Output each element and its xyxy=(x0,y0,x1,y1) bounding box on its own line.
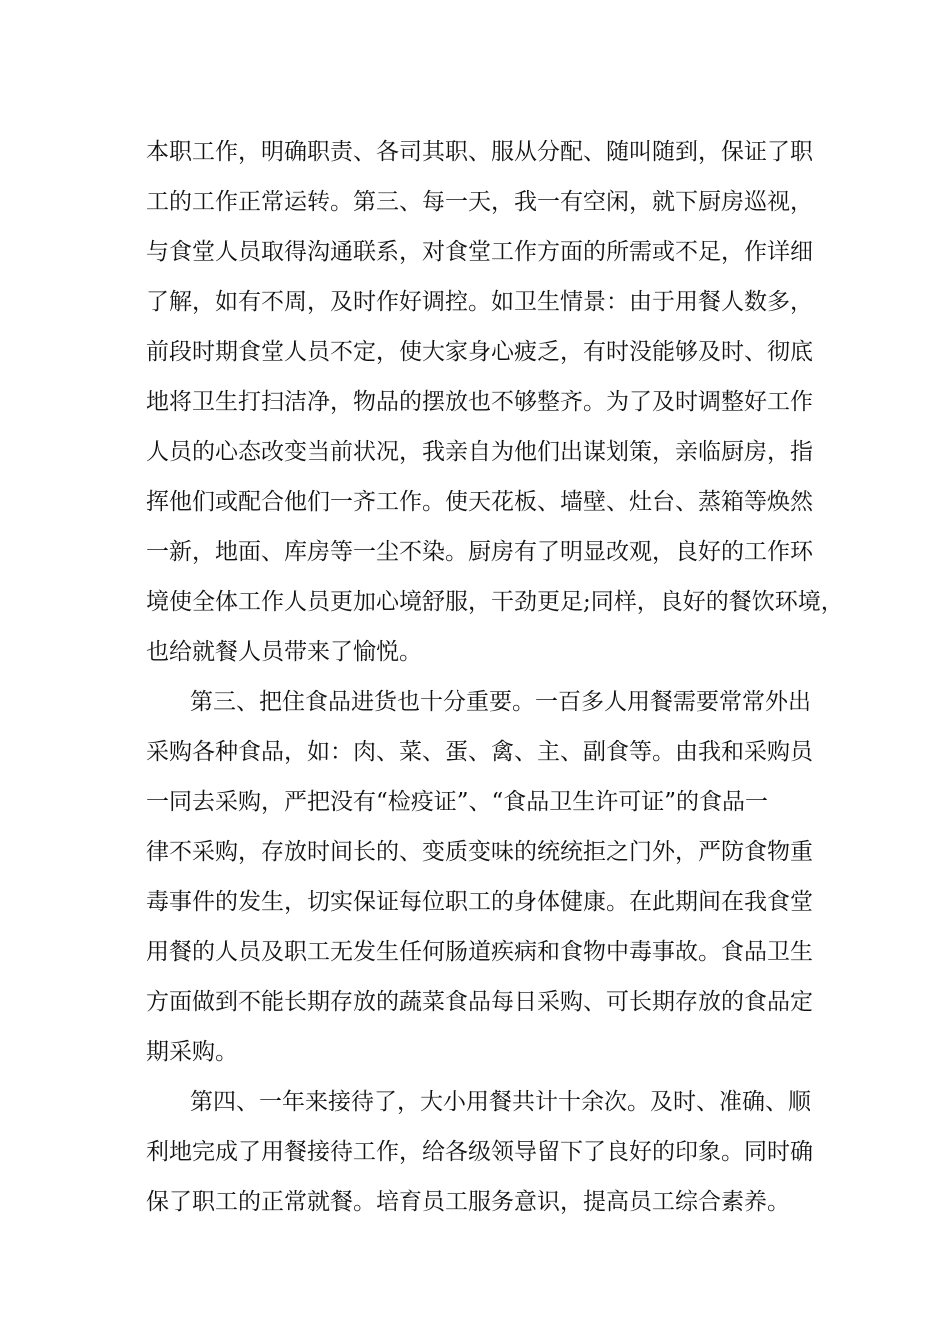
text-line: 前段时期食堂人员不定，使大家身心疲乏，有时没能够及时、彻底 xyxy=(146,339,813,365)
text-line: 方面做到不能长期存放的蔬菜食品每日采购、可长期存放的食品定 xyxy=(146,989,813,1015)
paragraph-first-line: 第四、一年来接待了，大小用餐共计十余次。及时、准确、顺 xyxy=(190,1089,811,1115)
text-line: 工的工作正常运转。第三、每一天，我一有空闲，就下厨房巡视， xyxy=(146,189,813,215)
text-line: 用餐的人员及职工无发生任何肠道疾病和食物中毒事故。食品卫生 xyxy=(146,939,813,965)
text-line: 境使全体工作人员更加心境舒服，干劲更足;同样，良好的餐饮环境， xyxy=(146,589,844,615)
text-line: 本职工作，明确职责、各司其职、服从分配、随叫随到，保证了职 xyxy=(146,139,813,165)
paragraph-first-line: 第三、把住食品进货也十分重要。一百多人用餐需要常常外出 xyxy=(190,689,811,715)
text-line: 律不采购，存放时间长的、变质变味的统统拒之门外，严防食物重 xyxy=(146,839,813,865)
text-line: 采购各种食品，如：肉、菜、蛋、禽、主、副食等。由我和采购员 xyxy=(146,739,813,765)
text-line: 一同去采购，严把没有“检疫证”、“食品卫生许可证”的食品一 xyxy=(146,789,769,815)
text-line: 毒事件的发生，切实保证每位职工的身体健康。在此期间在我食堂 xyxy=(146,889,813,915)
text-line: 也给就餐人员带来了愉悦。 xyxy=(146,639,422,665)
text-line: 挥他们或配合他们一齐工作。使天花板、墙壁、灶台、蒸箱等焕然 xyxy=(146,489,813,515)
text-line: 地将卫生打扫洁净，物品的摆放也不够整齐。为了及时调整好工作 xyxy=(146,389,813,415)
text-line: 保了职工的正常就餐。培育员工服务意识，提高员工综合素养。 xyxy=(146,1189,790,1215)
text-line: 人员的心态改变当前状况，我亲自为他们出谋划策，亲临厨房，指 xyxy=(146,439,813,465)
text-line: 利地完成了用餐接待工作，给各级领导留下了良好的印象。同时确 xyxy=(146,1139,813,1165)
text-line: 期采购。 xyxy=(146,1039,238,1065)
text-line: 了解，如有不周，及时作好调控。如卫生情景：由于用餐人数多， xyxy=(146,289,813,315)
text-line: 一新，地面、库房等一尘不染。厨房有了明显改观，良好的工作环 xyxy=(146,539,813,565)
text-line: 与食堂人员取得沟通联系，对食堂工作方面的所需或不足，作详细 xyxy=(146,239,813,265)
